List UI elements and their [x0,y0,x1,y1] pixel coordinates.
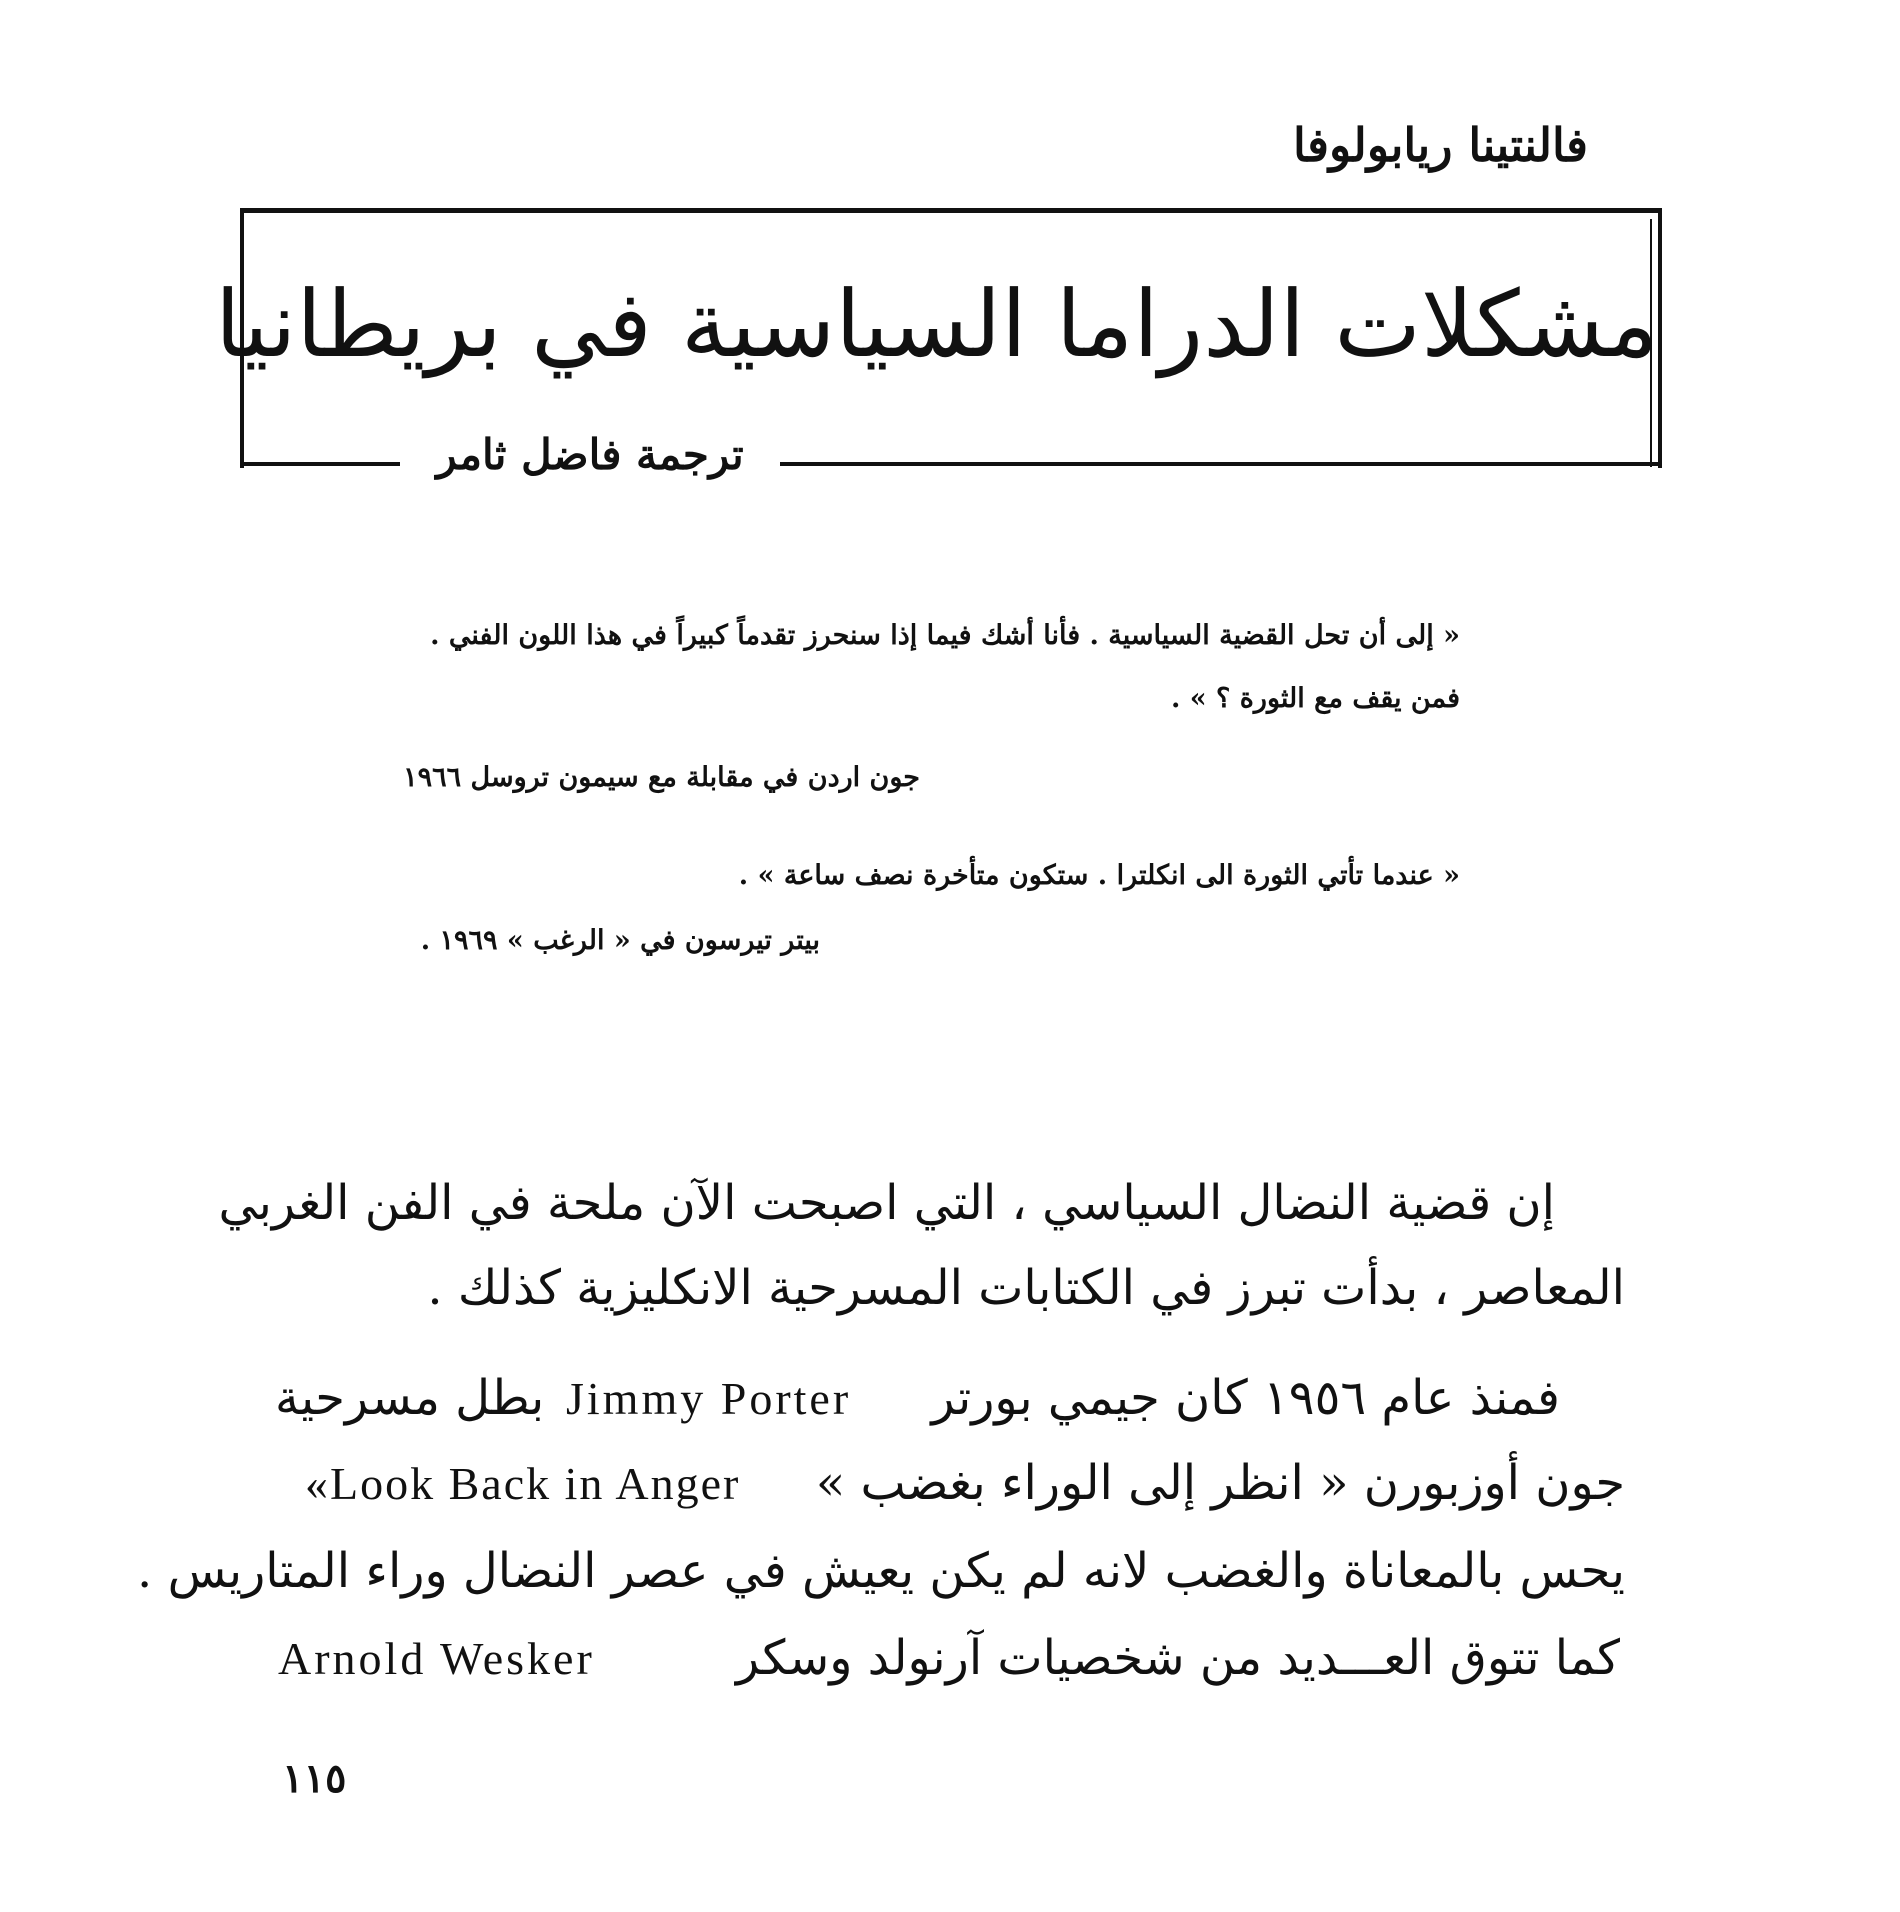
frame-bottom-rule-right [780,462,1662,466]
body-line-6-latin: Arnold Wesker [278,1633,595,1684]
page-number: ١١٥ [282,1755,347,1802]
body-line-4-latin: «Look Back in Anger [305,1458,741,1509]
epigraph-1-line-2: فمن يقف مع الثورة ؟ » . [1170,683,1460,714]
translator-credit: ترجمة فاضل ثامر [436,430,744,479]
body-line-3-end: بطل مسرحية [275,1370,545,1426]
body-line-2: المعاصر ، بدأت تبرز في الكتابات المسرحية الانكليزية كذلك . [427,1260,1625,1316]
author-name: فالنتينا ريابولوفا [1293,118,1588,172]
frame-bottom-rule-left [240,462,400,466]
body-line-3-latin: Jimmy Porter [566,1373,852,1424]
body-line-4-arabic: جون أوزبورن « انظر إلى الوراء بغضب » [815,1455,1625,1511]
body-line-3-arabic: فمنذ عام ١٩٥٦ كان جيمي بورتر [931,1370,1560,1426]
title-frame [215,208,1662,468]
epigraph-1-line-1: « إلى أن تحل القضية السياسية . فأنا أشك فيما إذا سنحرز تقدماً كبيراً في هذا اللون الفني . [430,620,1460,651]
article-title: مشكلات الدراما السياسية في بريطانيا [215,271,1658,378]
body-line-5: يحس بالمعاناة والغضب لانه لم يكن يعيش في عصر النضال وراء المتاريس . [137,1543,1625,1599]
epigraph-2-source: بيتر تيرسون في « الرغب » ١٩٦٩ . [420,925,820,956]
body-line-6-arabic: كما تتوق العـــديد من شخصيات آرنولد وسكر [736,1630,1620,1686]
epigraph-2-line-1: « عندما تأتي الثورة الى انكلترا . ستكون متأخرة نصف ساعة » . [738,860,1460,891]
epigraph-1-source: جون اردن في مقابلة مع سيمون تروسل ١٩٦٦ [403,762,920,793]
body-line-1: إن قضية النضال السياسي ، التي اصبحت الآن ملحة في الفن الغربي [218,1175,1555,1231]
